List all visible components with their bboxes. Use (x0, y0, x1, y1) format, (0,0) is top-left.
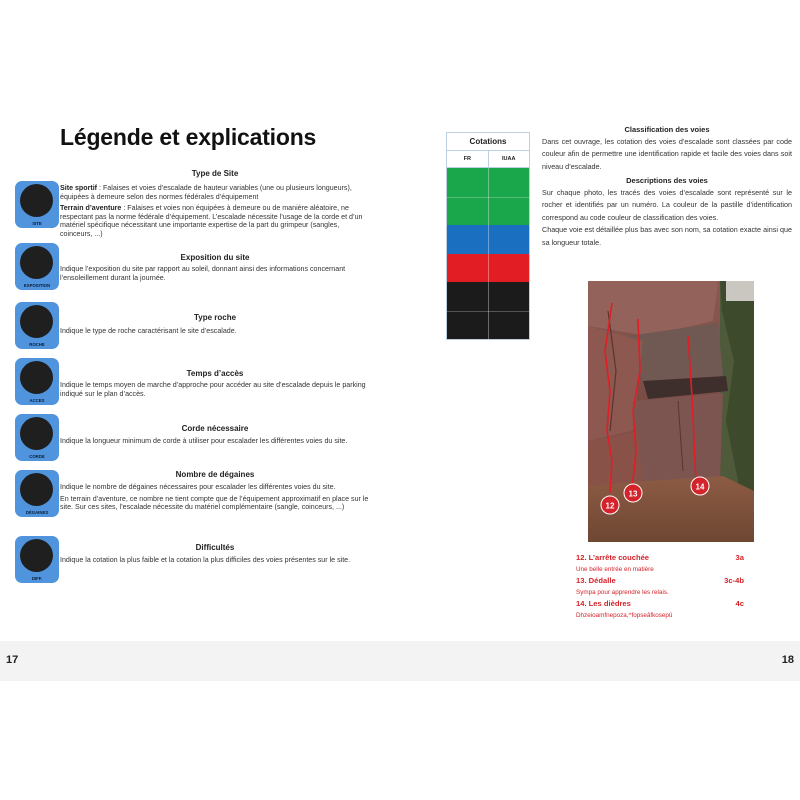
legend-heading: Nombre de dégaines (175, 470, 255, 479)
cotations-table (446, 132, 530, 340)
cotation-row-separator (447, 197, 529, 198)
col-iuaa: IUAA (502, 156, 516, 162)
acces-icon: ACCES (15, 358, 59, 405)
svg-text:14: 14 (695, 482, 705, 492)
route-note-12: Une belle entrée en matière (576, 566, 654, 573)
crag-photo-graphic (588, 281, 754, 542)
route-grade: 3c-4b (724, 576, 744, 585)
legend-corde (10, 414, 370, 464)
route-note-14: Dhzeioamfnepoza,^fopseâfkosepû (576, 612, 673, 619)
cotation-row-separator (447, 311, 529, 312)
svg-text:13: 13 (628, 489, 638, 499)
cotations-title: Cotations (447, 133, 529, 151)
footer-strip (0, 641, 800, 681)
cotations-bands (447, 168, 529, 339)
route-grade: 4c (735, 599, 744, 608)
difficulte-icon: DIFF. (15, 536, 59, 583)
legend-heading: Type roche (193, 313, 237, 322)
legend-text: Indique le nombre de dégaines nécessaires pour escalader les différentes voies du site. En terrain d’aventure, ce nombre ne tient compte que de l’équipement approximatif en place sur le site. Sur ces sites, l’escalade nécessite du matériel complémentaire (sangle, coinceurs, ...) (60, 483, 369, 512)
legend-heading: Temps d’accès (186, 369, 244, 378)
exposition-icon: EXPOSITION (15, 243, 59, 290)
legend-heading: Corde nécessaire (181, 424, 249, 433)
legend-text: Indique le temps moyen de marche d’approche pour accéder au site d’escalade depuis le parking indiqué sur le plan d’accès. (60, 381, 366, 398)
roche-icon: ROCHE (15, 302, 59, 349)
route-note-13: Sympa pour apprendre les relais. (576, 589, 669, 596)
route-marker-12 (601, 496, 619, 514)
route-12 (576, 553, 744, 562)
legend-difficulte (10, 536, 370, 586)
legend-exposition (10, 243, 370, 293)
crag-photo (588, 281, 754, 542)
corde-icon: CORDE (15, 414, 59, 461)
legend-text: Indique le type de roche caractérisant le site d’escalade. (60, 327, 237, 335)
cotation-band-3 (447, 254, 529, 283)
route-name: 14. Les dièdres (576, 599, 631, 608)
legend-text: Indique la longueur minimum de corde à utiliser pour escalader les différentes voies du site. (60, 437, 348, 445)
legend-acces (10, 358, 370, 408)
legend-site (10, 169, 370, 251)
section-text-descriptions: Sur chaque photo, les tracés des voies d’escalade sont représenté sur le rocher et identifiés par un numéro. La couleur de la pastille d’identification correspond au code couleur de classification des voies. Chaque voie est détaillée plus bas avec son nom, sa cotation exacte ainsi que sa longueur totale. (542, 188, 792, 247)
site-icon: SITE (15, 181, 59, 228)
page-number-right: 18 (781, 654, 794, 666)
svg-text:12: 12 (605, 501, 615, 511)
page-number-left: 17 (6, 654, 19, 666)
route-marker-13 (624, 484, 642, 502)
degaines-icon: DÉGAINES (15, 470, 59, 517)
legend-text: Site sportif : Falaises et voies d’escalade de hauteur variables (une ou plusieurs longueurs), équipées à demeure selon des normes fédérales d’équipement Terrain d’aventure : Falaises et voies non équipées à demeure ou de manière aléatoire, ne respectant pas la norme fédérale d’équipement. L’escalade nécessite l’usage de la corde et d’un matériel spécifique nécessitant une importante expertise de la part du grimpeur (sangles, coinceurs, ...) (60, 184, 363, 238)
cotation-band-2 (447, 225, 529, 254)
legend-roche (10, 302, 370, 352)
route-name: 12. L’arrête couchée (576, 553, 650, 562)
route-grade: 3a (735, 553, 744, 562)
cotation-band-4 (447, 282, 529, 339)
legend-heading: Exposition du site (180, 253, 250, 262)
legend-heading: Difficultés (195, 543, 235, 552)
section-heading-descriptions: Descriptions des voies (626, 176, 708, 185)
col-fr: FR (447, 151, 489, 167)
legend-heading: Type de Site (191, 169, 239, 178)
route-13 (576, 576, 744, 585)
route-14 (576, 599, 744, 608)
legend-text: Indique la cotation la plus faible et la cotation la plus difficiles des voies présentes sur le site. (60, 556, 351, 564)
legend-degaines (10, 470, 370, 530)
section-text-classification: Dans cet ouvrage, les cotation des voies d’escalade sont classées par code couleur afin de permettre une identification rapide et facile des voies dans soit niveau d’escalade. (542, 137, 792, 171)
section-heading-classification: Classification des voies (624, 125, 710, 134)
cotation-band-1 (447, 168, 529, 225)
page-title: Légende et explications (60, 124, 317, 150)
route-name: 13. Dédalle (576, 576, 616, 585)
legend-text: Indique l’exposition du site par rapport au soleil, donnant ainsi des informations concernant l’ensoleillement durant la journée. (60, 265, 346, 282)
route-marker-14 (691, 477, 709, 495)
cotations-header (447, 151, 529, 168)
